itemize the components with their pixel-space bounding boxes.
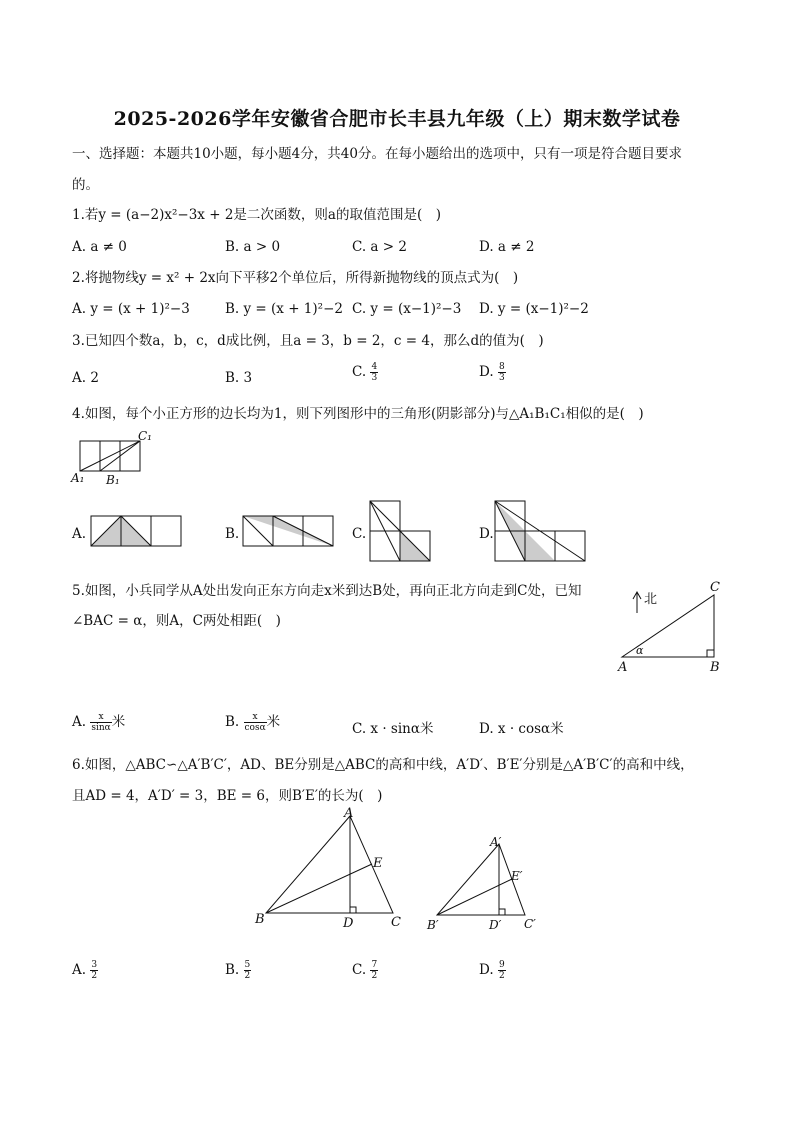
q6-figure-abc-prime	[424, 832, 544, 936]
q6-stem-line2: 且AD = 4，A′D′ = 3，BE = 6，则B′E′的长为( )	[72, 788, 383, 804]
q6-option-d-fraction: $\frac{9}{2}$	[498, 960, 505, 981]
q4-option-c-label[interactable]: C.	[352, 526, 367, 542]
q1-option-a[interactable]: A. a ≠ 0	[72, 239, 127, 255]
q6-label-e: E	[373, 856, 383, 871]
q6-figure-abc	[250, 806, 410, 932]
q4-option-d-label[interactable]: D.	[479, 526, 494, 542]
q3-option-b[interactable]: B. 3	[225, 370, 253, 386]
q6-option-d-label: D.	[479, 962, 494, 978]
q6-option-a-fraction: $\frac{3}{2}$	[91, 960, 98, 981]
q4-option-d-figure[interactable]	[494, 500, 588, 564]
q6-label-d: D	[343, 916, 354, 931]
q5-option-b-label: B.	[225, 714, 240, 730]
q5-option-b[interactable]	[225, 712, 280, 733]
section-instructions-line2: 的。	[72, 177, 99, 193]
q6-option-a-label: A.	[72, 962, 87, 978]
q3-option-d-fraction: $\frac{8}{3}$	[498, 362, 505, 383]
q6-label-b-prime: B′	[427, 918, 439, 932]
q5-label-a: A	[618, 660, 628, 675]
q6-label-c-prime: C′	[524, 917, 536, 931]
q6-option-c-label: C.	[352, 962, 367, 978]
q2-option-a[interactable]: A. y = (x + 1)²−3	[72, 301, 190, 317]
q6-option-b[interactable]	[225, 960, 251, 981]
q5-option-c[interactable]: C. x · sinα米	[352, 721, 434, 737]
q3-option-c-label: C.	[352, 364, 367, 380]
q6-option-c[interactable]	[352, 960, 378, 981]
q3-option-c-fraction: $\frac{4}{3}$	[371, 362, 378, 383]
q4-option-a-figure[interactable]	[90, 515, 182, 549]
q3-stem: 3.已知四个数a，b，c，d成比例，且a = 3，b = 2，c = 4，那么d的值为( )	[72, 333, 544, 349]
q5-option-a-label: A.	[72, 714, 87, 730]
q1-stem: 1.若y = (a−2)x²−3x + 2是二次函数，则a的取值范围是( )	[72, 207, 441, 223]
q3-option-c[interactable]	[352, 362, 378, 383]
section-instructions-line1: 一、选择题：本题共10小题，每小题4分，共40分。在每小题给出的选项中，只有一项是符合题目要求	[72, 146, 682, 162]
q3-option-a[interactable]: A. 2	[72, 370, 99, 386]
q6-option-b-fraction: $\frac{5}{2}$	[244, 960, 251, 981]
q5-stem-line2: ∠BAC = α，则A，C两处相距( )	[72, 613, 281, 629]
q6-option-a[interactable]	[72, 960, 98, 981]
q6-label-d-prime: D′	[489, 918, 502, 932]
q4-option-c-figure[interactable]	[369, 500, 433, 564]
q2-option-d[interactable]: D. y = (x−1)²−2	[479, 301, 589, 317]
q5-option-b-fraction: $\frac{x}{\cos\alpha}$	[244, 712, 266, 733]
q6-label-a: A	[344, 806, 354, 821]
q5-stem-line1: 5.如图，小兵同学从A处出发向正东方向走x米到达B处，再向正北方向走到C处，已知	[72, 583, 582, 599]
q2-stem: 2.将抛物线y = x² + 2x向下平移2个单位后，所得新抛物线的顶点式为( )	[72, 270, 519, 286]
q6-stem-line1: 6.如图，△ABC∽△A′B′C′，AD、BE分别是△ABC的高和中线，A′D′、B′E′分别是△A′B′C′的高和中线，	[72, 757, 694, 773]
q2-option-b[interactable]: B. y = (x + 1)²−2	[225, 301, 343, 317]
q1-option-c[interactable]: C. a > 2	[352, 239, 407, 255]
page-title: 2025-2026学年安徽省合肥市长丰县九年级（上）期末数学试卷	[113, 108, 681, 130]
q5-option-d[interactable]: D. x · cosα米	[479, 721, 564, 737]
q2-option-c[interactable]: C. y = (x−1)²−3	[352, 301, 462, 317]
q3-option-d[interactable]	[479, 362, 506, 383]
q4-label-c1: C₁	[138, 429, 152, 443]
q6-label-a-prime: A′	[490, 835, 502, 849]
q4-option-a-label[interactable]: A.	[72, 526, 87, 542]
q4-stem: 4.如图，每个小正方形的边长均为1，则下列图形中的三角形(阴影部分)与△A₁B₁C₁相似的是( )	[72, 406, 644, 422]
q4-option-b-figure[interactable]	[242, 515, 334, 549]
q3-option-d-label: D.	[479, 364, 494, 380]
q4-reference-figure	[70, 426, 160, 490]
q4-option-b-label[interactable]: B.	[225, 526, 240, 542]
q6-option-b-label: B.	[225, 962, 240, 978]
q5-north-label: 北	[644, 592, 658, 607]
q5-label-alpha: α	[636, 644, 644, 657]
q4-label-a1: A₁	[71, 471, 85, 485]
q4-label-b1: B₁	[106, 473, 120, 487]
q5-figure	[612, 578, 732, 678]
q5-option-a-unit: 米	[111, 714, 126, 730]
q1-option-d[interactable]: D. a ≠ 2	[479, 239, 535, 255]
q5-label-c: C	[710, 580, 720, 595]
q6-label-b: B	[255, 912, 265, 927]
q1-option-b[interactable]: B. a > 0	[225, 239, 281, 255]
q5-option-a-fraction: $\frac{x}{\sin\alpha}$	[91, 712, 111, 733]
q5-label-b: B	[710, 660, 720, 675]
q5-option-b-unit: 米	[266, 714, 281, 730]
q6-option-c-fraction: $\frac{7}{2}$	[371, 960, 378, 981]
q6-option-d[interactable]	[479, 960, 506, 981]
q6-label-e-prime: E′	[511, 869, 523, 883]
q6-label-c: C	[391, 915, 401, 930]
q5-option-a[interactable]	[72, 712, 125, 733]
